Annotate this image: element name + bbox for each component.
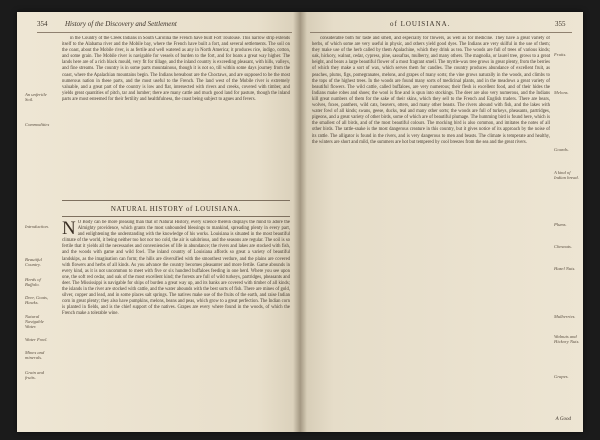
- paragraph: [62, 220, 290, 318]
- paragraph-text: O Body can be more pleasing than that of Natural History, every science therein displays the mind to adore the Almighty providence, which grants the most unbounded blessings to mankind, spreading plenty in every part, and enlightening the understanding with the knowledge of his works. Louisiana is situated in the most beautiful climate of the world, it being neither too hot nor too cold, the air is salubrious, and the seasons are regular. The soil is so fertile that it yields all the necessaries and conveniencies of life in abundance; the rivers and lakes are stocked with fish, and the woods with game and wild fowl. The inland country of Louisiana affords so great a variety of beautiful landskips, as the imagination can form; the hills are diversified with the smoothest verdure, and the plains are covered with flowers and herbs of all kinds. As you advance the country becomes pleasanter and more fertile. Game abounds in every kind, as it is not uncommon to meet with five or six hundred buffaloes feeding in one herd. Where you see upon one, the soft red cedar, and oak of the most excellent kind; the forests are full of wild turkeys, partridges, pheasants and deer. The Mississippi is navigable for ships of burden a great way up, and its banks are covered with timber of all kinds; the islands in the river are stocked with cattle, and the water abounds with the best sorts of fish. There are mines of gold, silver, copper and lead, and in some places salt springs. The natives make use of the fruits of the earth, and raise Indian corn in great plenty; they also have pumpkins, melons, beans and peas, which grow to a great perfection. The Indian corn is planted in fields, and is the chief support of the natives. Grapes are every where found in the woods, of which the French make a tolerable wine.: [62, 220, 290, 317]
- margin-note: Hazel Nuts.: [554, 266, 576, 271]
- body-text-right: [312, 36, 550, 416]
- margin-note: Herds of Buffalo.: [25, 277, 41, 288]
- page-number-left: 354: [37, 20, 48, 28]
- section-title: NATURAL HISTORY of LOUISIANA.: [110, 205, 242, 213]
- header-rule-right: [310, 32, 572, 33]
- margin-note: Grain and fruits.: [25, 370, 45, 381]
- margin-note: Introduction.: [25, 224, 49, 229]
- page-number-right: 355: [555, 20, 566, 28]
- open-book: [17, 12, 583, 432]
- margin-notes-right: [554, 52, 580, 392]
- margin-note: Beautiful Country.: [25, 257, 42, 268]
- running-head-left: History of the Discovery and Settlement: [65, 20, 177, 28]
- margin-note: Gourds.: [554, 147, 569, 152]
- margin-notes-left: [25, 92, 55, 392]
- drop-cap: N: [62, 220, 76, 239]
- section-rule-top: [62, 200, 290, 201]
- margin-note: A kind of Indian bread.: [554, 170, 579, 181]
- paragraph: considerable both for taste and smell, and especially for flowers, as well as for medicine. They have a great variety of herbs, of which some are very useful in physic, and others yield good dyes. The Indians are very skilful in the use of them; they make use of the herb called by them Apalachine, which they drink as tea. The woods are full of trees of various kinds; oak, hickory, walnut, cedar, cypress, pine, sassafras, mulberry, and many others. The magnolia, or laurel tree, grows to a great height, and bears a large beautiful flower of a most fragrant smell. The myrtle-wax tree grows in great plenty, from the berries of which they make a sort of wax, which serves them for candles. The country produces abundance of excellent fruit, as peaches, plums, figs, pomegranates, melons, and grapes of many sorts; the vine grows naturally in the woods, and climbs to the tops of the highest trees. In the woods are found many sorts of medicinal plants, and in the meadows a great variety of beautiful flowers. The wild cattle, called buffaloes, are very numerous; their flesh is excellent food, and of their hides the Indians make robes and shoes; the wool is fine and is spun into stockings. The deer are also very numerous, and the Indians kill great numbers of them for the sake of their skins, which they sell to the French and English traders. There are bears, wolves, foxes, panthers, wild cats, beavers, otters, and many other beasts. The rivers abound with fish, and the lakes with water fowl of all kinds; swans, geese, ducks, teal and many other sorts; the woods are full of turkeys, pheasants, partridges, pigeons, and a great variety of other birds, some of which are of beautiful plumage. The humming bird is found here, which is the smallest of all birds, and of the most beautiful colours. The mocking bird is also common, and imitates the notes of all other birds. The rattle-snake is the most dangerous creature in this country, but it gives notice of its approach by the noise of its rattle. The alligator is found in the rivers, and is very dangerous to men and beasts. The climate is temperate and healthy, the winters are short and mild, the summers are hot but tempered by cool breezes from the sea and the great rivers.: [312, 36, 550, 145]
- paragraph: in the Country of the Creek Indians in South Carolina the French have built Fort Toulouse. This narrow strip extends itself to the Alabama river and the Mobile bay, where the French have built a fort, and several settlements. The soil on the coast, about the Mobile river, is as fertile and well watered as any in North America; it produces rice, indigo, cotton, and some grain. The Mobile river is navigable for vessels of burden to the fort, and for boats a great way higher. The lands here are of a rich black mould, very fit for tillage, and the inland country is exceeding pleasant, with hills, valleys, and fine streams. The country is in some parts mountainous, though it is not so, till within some days journey from the coast, where the Apalachian mountains begin. The Indians hereabout are the Choctaws, and are supposed to be the most numerous nation in these parts, and the most useful to the French. The land west of the Mobile river is extremely valuable, and a great part of the country is low and flat, intersected with rivers and creeks, covered with timber, and yields great quantities of pitch, tar and lumber; there are many cattle and much good land for pasture, though the inland parts are most esteemed for their fertility and healthfulness, the coast being subject to agues and fevers.: [62, 36, 290, 102]
- margin-note: Water Fowl.: [25, 337, 48, 342]
- header-rule-left: [37, 32, 292, 33]
- body-text-bottom: [62, 220, 290, 420]
- margin-note: Mulberries.: [554, 314, 576, 319]
- right-page: [300, 12, 583, 432]
- margin-note: An unfertile Soil.: [25, 92, 47, 103]
- catchword: A Good: [555, 417, 571, 422]
- margin-note: Mines and minerals.: [25, 350, 45, 361]
- margin-note: Chesnuts.: [554, 244, 572, 249]
- margin-note: Natural Navigable Water.: [25, 314, 44, 330]
- margin-note: Melons.: [554, 90, 569, 95]
- section-rule-bottom: [62, 216, 290, 217]
- book-gutter: [293, 12, 307, 432]
- margin-note: Grapes.: [554, 374, 569, 379]
- margin-note: Fruits.: [554, 52, 567, 57]
- margin-note: Commodities: [25, 122, 50, 127]
- running-head-right: of LOUISIANA.: [390, 20, 451, 28]
- margin-note: Deer, Goats, Hawks.: [25, 295, 49, 306]
- body-text-top: [62, 36, 290, 186]
- margin-note: Walnuts and Hickory Nuts.: [554, 334, 580, 345]
- left-page: [17, 12, 300, 432]
- margin-note: Plums.: [554, 222, 567, 227]
